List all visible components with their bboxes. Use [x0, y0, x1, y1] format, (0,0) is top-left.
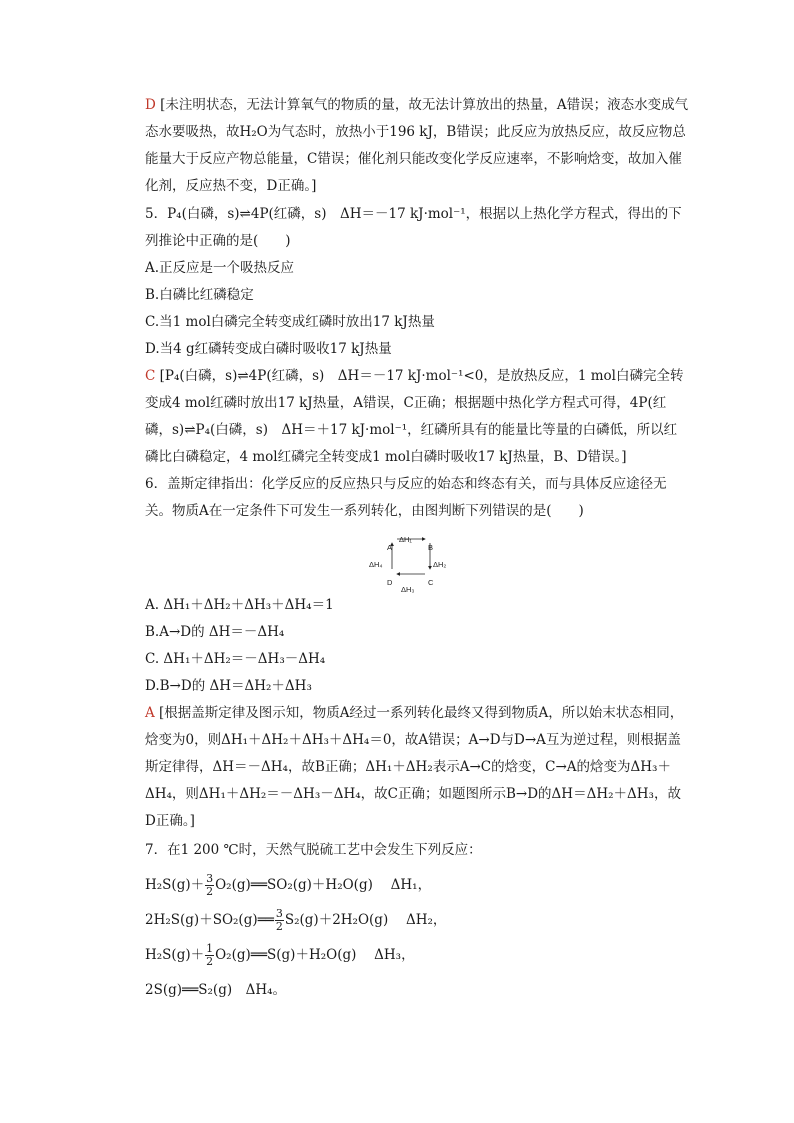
- q5-answer-letter: C: [145, 368, 156, 384]
- eq2-rhs: S₂(g)＋2H₂O(g) ΔH₂，: [284, 912, 447, 928]
- q6-option-d: D.B→D的 ΔH＝ΔH₂＋ΔH₃: [145, 678, 312, 694]
- q5-option-b: B.白磷比红磷稳定: [145, 287, 254, 303]
- q5-stem: 5．P₄(白磷，s)⇌4P(红磷，s) ΔH＝－17 kJ·mol⁻¹，根据以上热化学方程式，得出的下列推论中正确的是( ): [145, 206, 682, 249]
- q7-equation-4: 2S(g)══S₂(g) ΔH₄。: [145, 982, 287, 998]
- eq2-lhs: 2H₂S(g)＋SO₂(g)══: [145, 912, 274, 928]
- eq3-lhs: H₂S(g)＋: [145, 947, 205, 963]
- label-h1: ΔH₁: [399, 535, 412, 544]
- eq2-denominator: 2: [275, 920, 283, 933]
- label-h2: ΔH₂: [433, 560, 447, 569]
- q7-equation-2: [145, 907, 690, 934]
- q5-option-c: C.当1 mol白磷完全转变成红磷时放出17 kJ热量: [145, 314, 435, 330]
- eq3-denominator: 2: [206, 955, 214, 968]
- q6-option-a: A. ΔH₁＋ΔH₂＋ΔH₃＋ΔH₄＝1: [145, 597, 334, 613]
- q7-stem: 7．在1 200 ℃时，天然气脱硫工艺中会发生下列反应：: [145, 842, 482, 858]
- hess-cycle-diagram: [369, 531, 453, 594]
- q6-answer: [145, 700, 690, 835]
- label-h4: ΔH₄: [369, 560, 383, 569]
- q6-answer-text: [根据盖斯定律及图示知，物质A经过一系列转化最终又得到物质A，所以始末状态相同，焓变为0，则ΔH₁＋ΔH₂＋ΔH₃＋ΔH₄＝0，故A错误；A→D与D→A互为逆过程，则根据盖斯定律得，ΔH＝－ΔH₄，故B正确；ΔH₁＋ΔH₂表示A→C的焓变，C→A的焓变为ΔH₃＋ΔH₄，则ΔH₁＋ΔH₂＝－ΔH₃－ΔH₄，故C正确；如题图所示B→D的ΔH＝ΔH₂＋ΔH₃，故D正确。]: [145, 705, 684, 829]
- label-h3: ΔH₃: [401, 585, 415, 594]
- eq1-rhs: O₂(g)══SO₂(g)＋H₂O(g) ΔH₁，: [215, 877, 432, 893]
- q4-answer: [145, 92, 690, 200]
- node-a: A: [387, 543, 393, 552]
- document-body: [145, 92, 690, 1012]
- q5-answer: [145, 363, 690, 471]
- q6-option-c: C. ΔH₁＋ΔH₂＝－ΔH₃－ΔH₄: [145, 651, 326, 667]
- eq3-rhs: O₂(g)══S(g)＋H₂O(g) ΔH₃，: [215, 947, 415, 963]
- eq1-denominator: 2: [206, 885, 214, 898]
- q5-answer-text: [P₄(白磷，s)⇌4P(红磷，s) ΔH＝－17 kJ·mol⁻¹<0，是放热反应，1 mol白磷完全转变成4 mol红磷时放出17 kJ热量，A错误，C正确；根据题中热化学方程式可得，4P(红磷，s)⇌P₄(白磷，s) ΔH＝＋17 kJ·mol⁻¹，红磷所具有的能量比等量的白磷低，所以红磷比白磷稳定，4 mol红磷完全转变成1 mol白磷时吸收17 kJ热量，B、D错误。]: [145, 368, 684, 465]
- eq1-numerator: 3: [206, 872, 214, 885]
- q5-option-a: A.正反应是一个吸热反应: [145, 260, 295, 276]
- node-c: C: [428, 578, 434, 587]
- q6-answer-letter: A: [145, 705, 155, 721]
- eq1-lhs: H₂S(g)＋: [145, 877, 205, 893]
- q7-equation-1: [145, 872, 690, 899]
- q6-stem: 6．盖斯定律指出：化学反应的反应热只与反应的始态和终态有关，而与具体反应途径无关。物质A在一定条件下可发生一系列转化，由图判断下列错误的是( ): [145, 476, 667, 519]
- node-d: D: [387, 578, 393, 587]
- q4-answer-letter: D: [145, 97, 156, 113]
- q6-option-b: B.A→D的 ΔH＝－ΔH₄: [145, 624, 285, 640]
- eq2-fraction: [275, 908, 284, 933]
- node-b: B: [428, 543, 434, 552]
- eq3-fraction: [205, 943, 214, 968]
- eq2-numerator: 3: [275, 907, 283, 920]
- q4-answer-text: [未注明状态，无法计算氧气的物质的量，故无法计算放出的热量，A错误；液态水变成气态水要吸热，故H₂O为气态时，放热小于196 kJ，B错误；此反应为放热反应，故反应物总能量大于反应产物总能量，C错误；催化剂只能改变化学反应速率，不影响焓变，故加入催化剂，反应热不变，D正确。]: [145, 97, 689, 194]
- q5-option-d: D.当4 g红磷转变成白磷时吸收17 kJ热量: [145, 341, 392, 357]
- eq3-numerator: 1: [206, 942, 214, 955]
- eq1-fraction: [205, 873, 214, 898]
- q7-equation-3: [145, 942, 690, 969]
